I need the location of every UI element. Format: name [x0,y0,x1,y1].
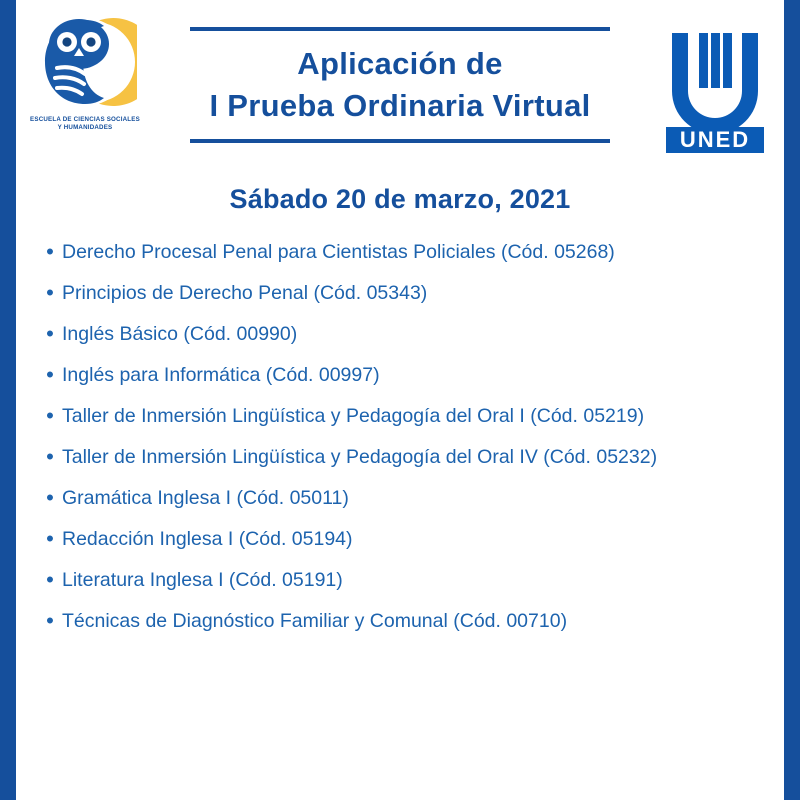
list-item [38,278,760,308]
list-item [38,401,760,431]
course-label: Derecho Procesal Penal para Cientistas Policiales (Cód. 05268) [62,241,615,263]
poster-header [0,0,800,170]
course-label: Gramática Inglesa I (Cód. 05011) [62,487,349,509]
list-item [38,319,760,349]
course-label: Taller de Inmersión Lingüística y Pedagogía del Oral I (Cód. 05219) [62,405,645,427]
bullet-icon: • [46,362,54,387]
list-item [38,442,760,472]
course-label: Literatura Inglesa I (Cód. 05191) [62,569,343,591]
course-label: Taller de Inmersión Lingüística y Pedagogía del Oral IV (Cód. 05232) [62,446,658,468]
bullet-icon: • [46,485,54,510]
school-logo [26,10,144,160]
poster-title-line2: I Prueba Ordinaria Virtual [209,88,591,123]
list-item [38,360,760,390]
title-rule-top [190,27,610,31]
bullet-icon: • [46,403,54,428]
uned-logo [656,15,774,155]
svg-text:UNED: UNED [679,127,751,152]
course-label: Técnicas de Diagnóstico Familiar y Comunal (Cód. 00710) [62,610,568,632]
list-item [38,237,760,267]
title-rule-bottom [190,139,610,143]
bullet-icon: • [46,280,54,305]
bullet-icon: • [46,608,54,633]
school-logo-caption [30,116,140,132]
title-block [144,27,656,143]
course-label: Redacción Inglesa I (Cód. 05194) [62,528,353,550]
school-logo-caption-line2: Y HUMANIDADES [57,124,113,131]
bullet-icon: • [46,321,54,346]
poster-subtitle: Sábado 20 de marzo, 2021 [229,184,571,214]
bullet-icon: • [46,567,54,592]
school-logo-caption-line1: ESCUELA DE CIENCIAS SOCIALES [30,116,140,123]
list-item [38,524,760,554]
owl-icon [33,10,137,114]
bullet-icon: • [46,526,54,551]
course-label: Inglés Básico (Cód. 00990) [62,323,298,345]
list-item [38,483,760,513]
poster-title-line1: Aplicación de [297,46,503,81]
list-item [38,565,760,595]
list-item [38,606,760,636]
course-list [38,237,760,636]
bullet-icon: • [46,239,54,264]
course-label: Inglés para Informática (Cód. 00997) [62,364,380,386]
bullet-icon: • [46,444,54,469]
course-label: Principios de Derecho Penal (Cód. 05343) [62,282,428,304]
